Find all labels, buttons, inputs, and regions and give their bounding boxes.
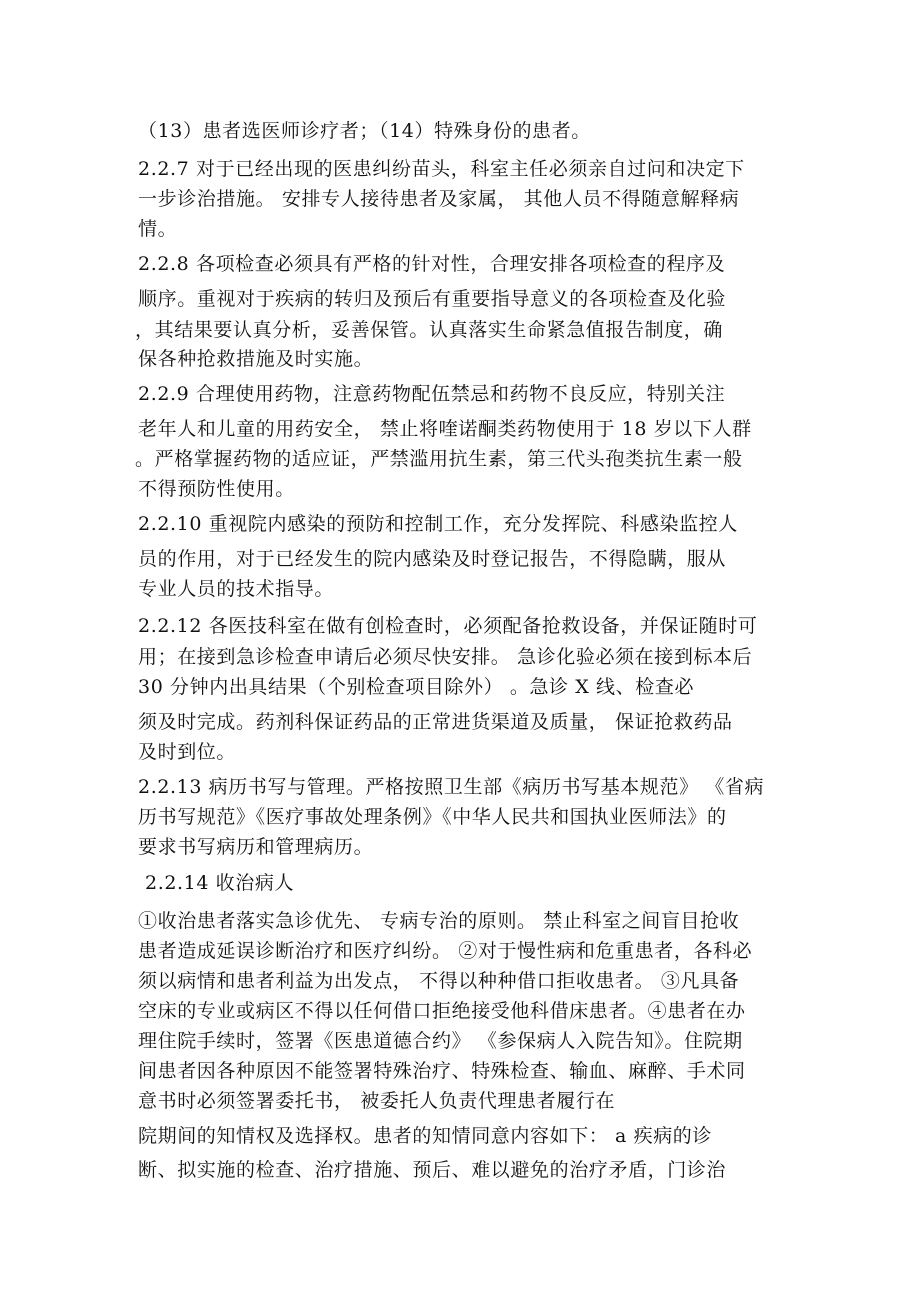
text-line: 保各种抢救措施及时实施。	[138, 348, 374, 370]
text-line: 顺序。重视对于疾病的转归及预后有重要指导意义的各项检查及化验	[138, 288, 727, 310]
text-line: 须以病情和患者利益为出发点， 不得以种种借口拒收患者。 ③凡具备	[138, 970, 740, 992]
text-line: 情。	[138, 218, 178, 240]
section-heading: 2.2.14 收治病人	[145, 872, 295, 894]
text-line: 专业人员的技术指导。	[138, 578, 335, 600]
text-line: 不得预防性使用。	[138, 478, 295, 500]
text-line: 院期间的知情权及选择权。患者的知情同意内容如下： a 疾病的诊	[138, 1125, 713, 1147]
text-line: 2.2.7 对于已经出现的医患纠纷苗头，科室主任必须亲自过问和决定下	[138, 158, 745, 180]
text-line: 2.2.9 合理使用药物，注意药物配伍禁忌和药物不良反应，特别关注	[138, 383, 726, 405]
text-line: 30 分钟内出具结果（个别检查项目除外） 。急诊 X 线、检查必	[138, 676, 695, 698]
text-line: 2.2.13 病历书写与管理。严格按照卫生部《病历书写基本规范》 《省病	[138, 776, 765, 798]
text-line: 间患者因各种原因不能签署特殊治疗、特殊检查、输血、麻醉、手术同	[138, 1060, 746, 1082]
text-line: 历书写规范》《医疗事故处理条例》《中华人民共和国执业医师法》的	[138, 806, 727, 828]
text-line: 要求书写病历和管理病历。	[138, 836, 374, 858]
text-line: 2.2.12 各医技科室在做有创检查时，必须配备抢救设备，并保证随时可	[138, 615, 758, 637]
text-line: 用；在接到急诊检查申请后必须尽快安排。 急诊化验必须在接到标本后	[138, 646, 753, 668]
text-line: 及时到位。	[138, 741, 237, 763]
text-line: 2.2.10 重视院内感染的预防和控制工作，充分发挥院、科感染监控人	[138, 513, 738, 535]
text-line: 老年人和儿童的用药安全， 禁止将喹诺酮类药物使用于 18 岁以下人群	[138, 418, 752, 440]
text-line: 员的作用，对于已经发生的院内感染及时登记报告，不得隐瞒，服从	[138, 548, 727, 570]
text-line: 意书时必须签署委托书， 被委托人负责代理患者履行在	[138, 1090, 616, 1112]
text-line: 一步诊治措施。 安排专人接待患者及家属， 其他人员不得随意解释病	[138, 188, 740, 210]
text-line: ，其结果要认真分析，妥善保管。认真落实生命紧急值报告制度，确	[135, 319, 724, 341]
text-line: 断、拟实施的检查、治疗措施、预后、难以避免的治疗矛盾，门诊治	[138, 1159, 727, 1181]
text-line: ①收治患者落实急诊优先、 专病专治的原则。 禁止科室之间盲目抢收	[138, 910, 740, 932]
text-line: 空床的专业或病区不得以任何借口拒绝接受他科借床患者。④患者在办	[138, 1000, 746, 1022]
text-line: 须及时完成。药剂科保证药品的正常进货渠道及质量， 保证抢救药品	[138, 711, 733, 733]
text-line: 。严格掌握药物的适应证，严禁滥用抗生素，第三代头孢类抗生素一般	[135, 448, 743, 470]
text-line: 患者造成延误诊断治疗和医疗纠纷。 ②对于慢性病和危重患者，各科必	[138, 940, 753, 962]
text-line: （13）患者选医师诊疗者；（14）特殊身份的患者。	[138, 120, 591, 142]
text-line: 2.2.8 各项检查必须具有严格的针对性，合理安排各项检查的程序及	[138, 253, 726, 275]
text-line: 理住院手续时，签署《医患道德合约》 《参保病人入院告知》。住院期	[138, 1030, 743, 1052]
